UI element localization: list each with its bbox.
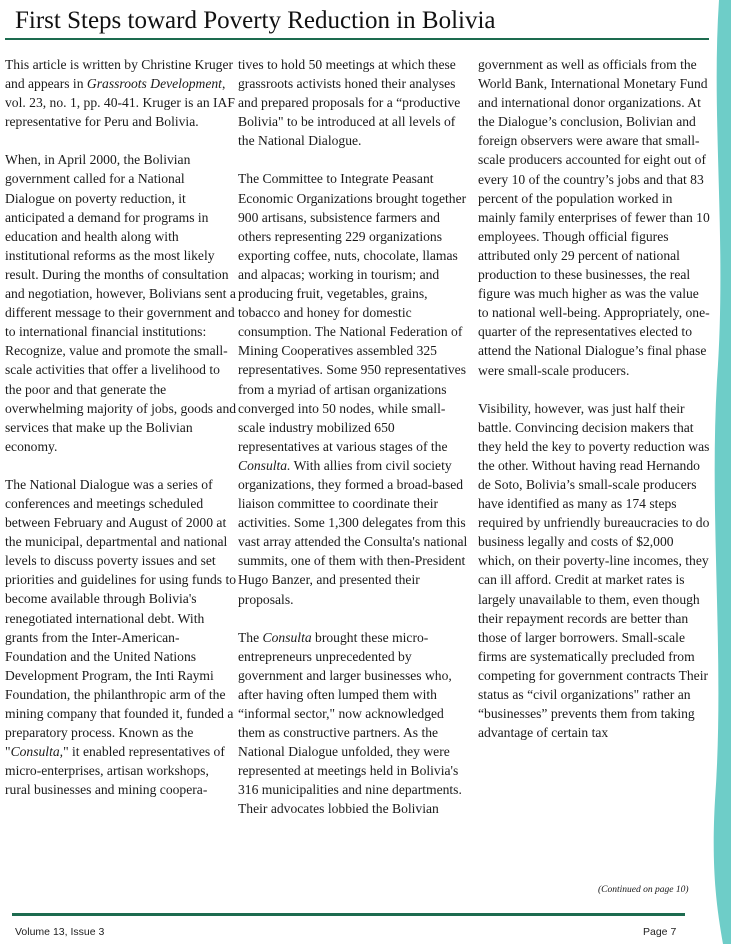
column-3 (478, 55, 710, 742)
paragraph-text-b: brought these micro-entrepreneurs unprecedented by government and larger businesses who, after having often lumped them with “informal sector," now acknowledged them as constructive partners. As the National Dialogue unfolded, they were represented at meetings held in Bolivia's 316 municipalities and nine departments. Their advocates lobbied the Bolivian (238, 629, 462, 817)
paragraph (238, 628, 470, 819)
intro-text-a: This article is written by Christine Kruger and appears in (5, 57, 234, 92)
paragraph-text-b: With allies from civil society organizations, they formed a broad-based liaison committee to coordinate their activities. Some 1,300 delegates from this vast array attended the Consulta's national summits, one of them with then-President Hugo Banzer, and presented their proposals. (238, 457, 468, 607)
paragraph-text-a: The (238, 629, 263, 645)
article-title: First Steps toward Poverty Reduction in Bolivia (15, 7, 496, 34)
paragraph: government as well as officials from the World Bank, International Monetary Fund and international donor organizations. At the Dialogue’s conclusion, Bolivian and foreign observers were aware that small-scale producers accounted for eight out of every 10 of the country’s jobs and that 83 percent of the population worked in mainly family enterprises of fewer than 10 employees. Though official figures attributed only 29 percent of national production to these businesses, the real figure was much higher as was the value to national well-being. Appropriately, one-quarter of the representatives elected to attend the National Dialogue’s final phase were small-scale producers. (478, 57, 710, 378)
paragraph-text-b: " it enabled representatives of micro-enterprises, artisan workshops, rural businesses and mining coopera- (5, 744, 225, 798)
intro-text-b: , vol. 23, no. 1, pp. 40-41. Kruger is an IAF representative for Peru and Bolivia. (5, 76, 235, 130)
paragraph-text-a: The National Dialogue was a series of conferences and meetings scheduled between February and August of 2000 at the municipal, departmental and national levels to discuss poverty issues and set priorities and guidelines for using funds to become available through Bolivia's renegotiated international debt. With grants from the Inter-American-Foundation and the United Nations Development Program, the Inti Raymi Foundation, the philanthropic arm of the mining company that founded it, funded a preparatory process. Known as the " (5, 476, 237, 760)
paragraph-text-a: The Committee to Integrate Peasant Economic Organizations brought together 900 artisans, subsistence farmers and others representing 229 organizations exporting coffee, nuts, chocolate, llamas and alpacas; working in tourism; and producing fruit, vegetables, grains, tobacco and honey for domestic consumption. The National Federation of Mining Cooperatives assembled 325 representatives. Some 950 representatives from a myriad of artisan organizations converged into 50 nodes, while small-scale industry mobilized 650 representatives at various stages of the (238, 171, 467, 454)
intro-paragraph (5, 55, 237, 131)
consulta-term: Consulta, (10, 744, 64, 760)
consulta-term: Consulta. (238, 457, 291, 473)
paragraph: Visibility, however, was just half their battle. Convincing decision makers that they held the key to poverty reduction was the other. Without having read Hernando de Soto, Bolivia’s small-scale producers have identified as many as 174 steps required by unfriendly bureaucracies to do business legally and costs of $2,000 which, on their poverty-line incomes, they can ill afford. Credit at market rates is largely unavailable to them, even though their repayment records are better than those of larger borrowers. Small-scale firms are systematically precluded from competing for government contracts Their status as “civil organizations" rather an “businesses” prevents them from taking advantage of certain tax (478, 400, 710, 741)
paragraph: When, in April 2000, the Bolivian government called for a National Dialogue on poverty reduction, it anticipated a demand for programs in education and health along with institutional reforms as the most likely result. During the months of consultation and negotiation, however, Bolivians sent a different message to their government and to international financial institutions: Recognize, value and promote the small-scale activities that offer a livelihood to the poor and that generate the overwhelming majority of jobs, goods and services that make up the Bolivian economy. (5, 152, 237, 454)
issue-label: Volume 13, Issue 3 (15, 926, 105, 938)
continued-note: (Continued on page 10) (598, 885, 689, 895)
column-2 (238, 55, 470, 819)
column-1 (5, 55, 237, 799)
paragraph (238, 169, 470, 608)
title-bar (5, 0, 709, 40)
paragraph: tives to hold 50 meetings at which these grassroots activists honed their analyses and prepared proposals for a “productive Bolivia" to be introduced at all levels of the National Dialogue. (238, 57, 461, 149)
paragraph (5, 475, 237, 800)
footer-rule (12, 913, 685, 916)
page-number: Page 7 (643, 926, 677, 938)
consulta-term: Consulta (262, 629, 312, 645)
journal-name: Grassroots Development (86, 76, 222, 92)
